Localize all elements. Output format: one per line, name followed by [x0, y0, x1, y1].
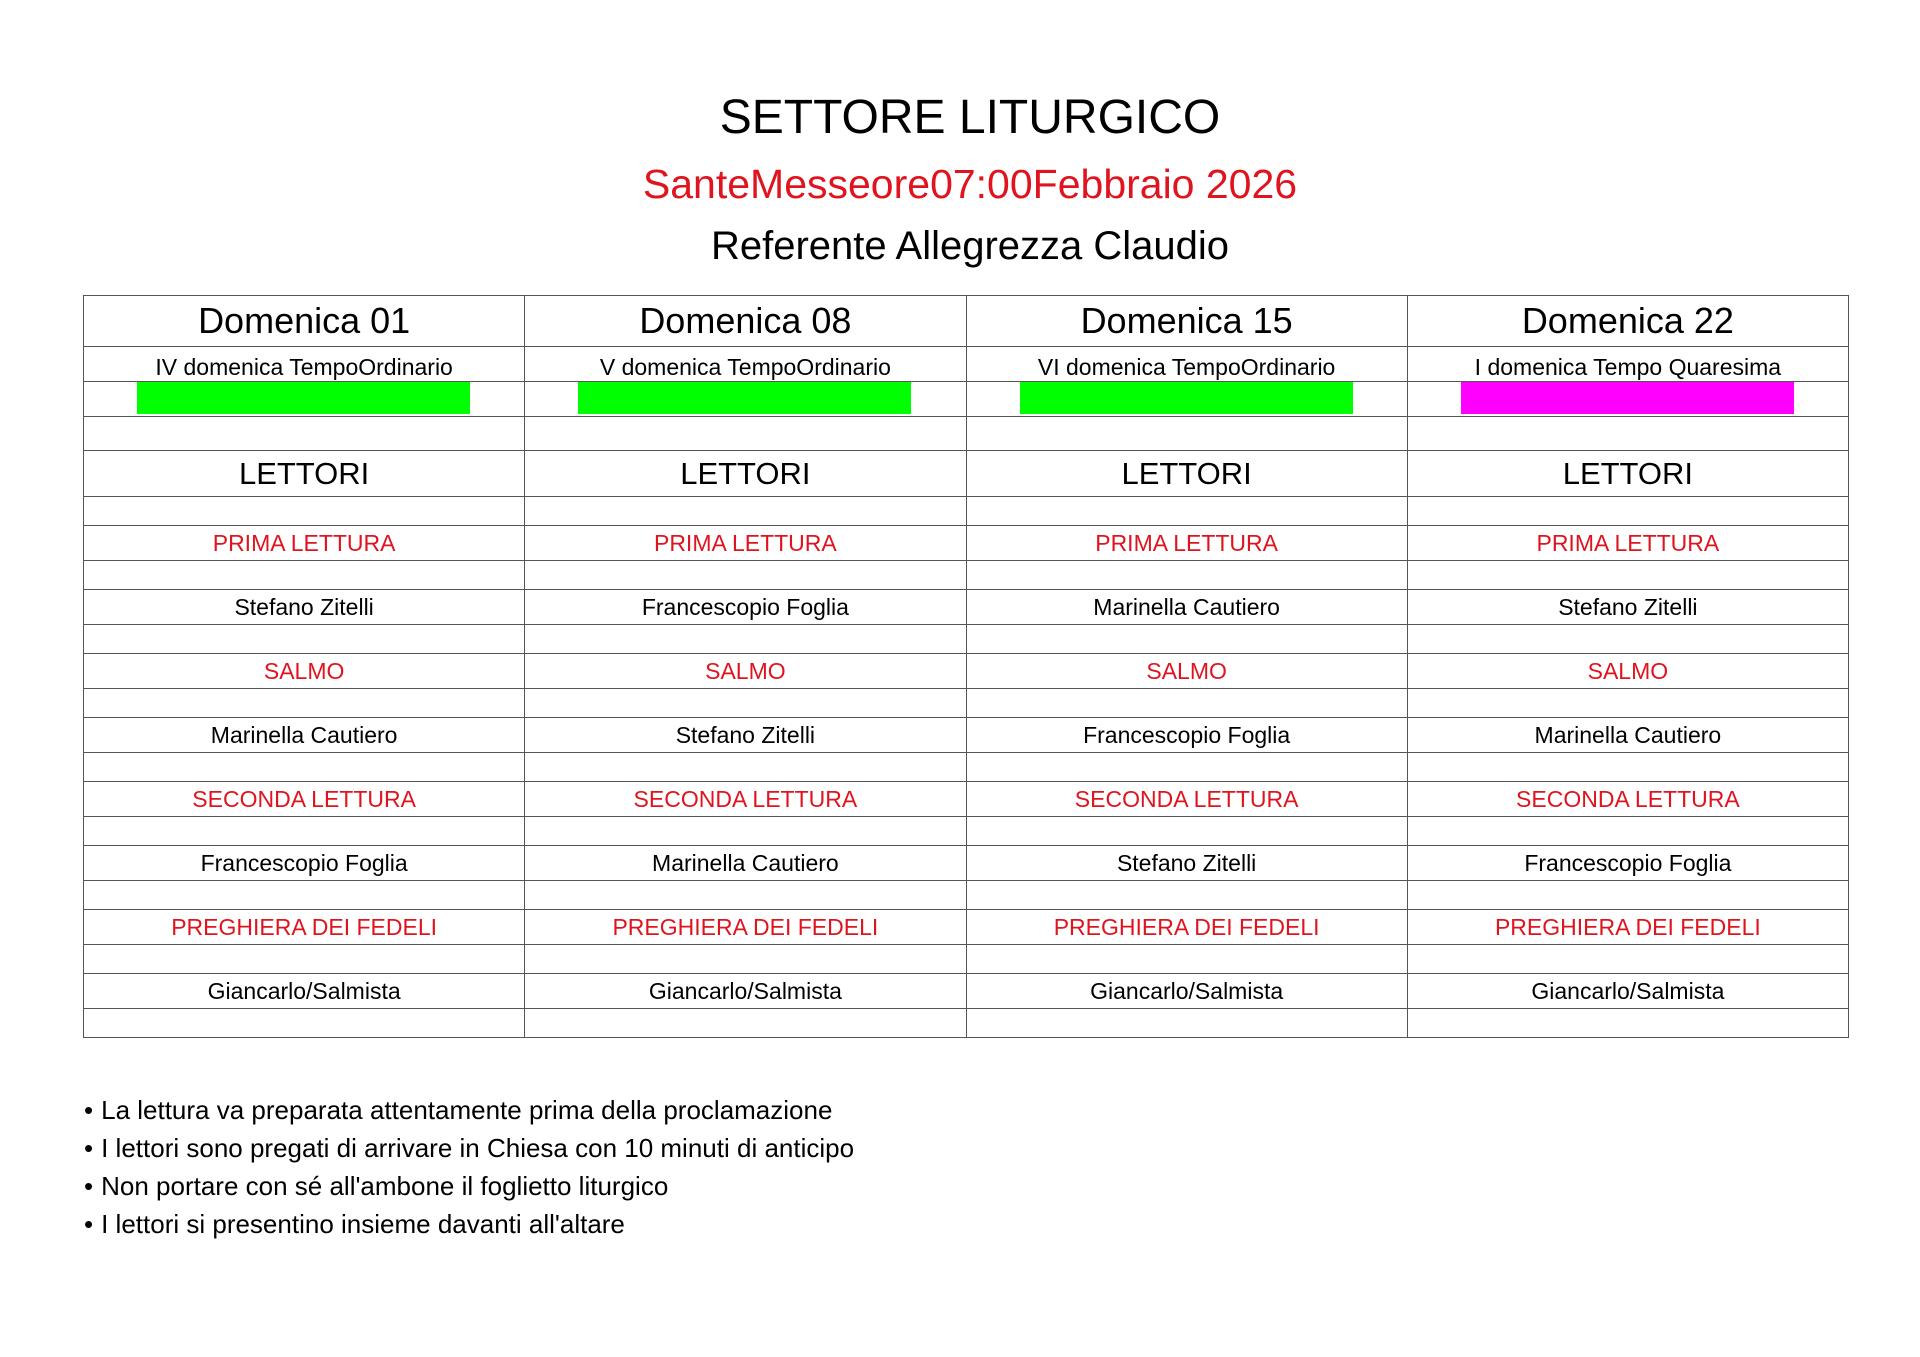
- role-label: SECONDA LETTURA: [966, 782, 1407, 817]
- name-row-preghiera: [84, 974, 1849, 1009]
- role-label: PRIMA LETTURA: [1407, 526, 1848, 561]
- section-label: LETTORI: [966, 451, 1407, 497]
- role-label: SALMO: [525, 654, 966, 689]
- blank-row: [84, 689, 1849, 718]
- role-label: PREGHIERA DEI FEDELI: [84, 910, 525, 945]
- liturgical-color-bar: [578, 382, 911, 414]
- reader-name: Marinella Cautiero: [525, 846, 966, 881]
- reader-name: Stefano Zitelli: [525, 718, 966, 753]
- day-header: Domenica 08: [525, 296, 966, 347]
- role-label: PRIMA LETTURA: [84, 526, 525, 561]
- role-label: SECONDA LETTURA: [525, 782, 966, 817]
- day-header: Domenica 01: [84, 296, 525, 347]
- liturgical-color-bar: [1461, 382, 1794, 414]
- reader-name: Francescopio Foglia: [84, 846, 525, 881]
- reader-name: Stefano Zitelli: [84, 590, 525, 625]
- description-row: [84, 347, 1849, 382]
- role-label: PREGHIERA DEI FEDELI: [525, 910, 966, 945]
- liturgical-color-bar: [1020, 382, 1353, 414]
- reader-name: Marinella Cautiero: [1407, 718, 1848, 753]
- name-row-prima: [84, 590, 1849, 625]
- blank-row: [84, 497, 1849, 526]
- day-header: Domenica 22: [1407, 296, 1848, 347]
- role-label: SECONDA LETTURA: [1407, 782, 1848, 817]
- reader-name: Giancarlo/Salmista: [1407, 974, 1848, 1009]
- liturgical-color-row: [84, 382, 1849, 417]
- section-label: LETTORI: [525, 451, 966, 497]
- schedule-subtitle: SanteMesseore07:00Febbraio 2026: [642, 161, 1298, 207]
- reader-name: Francescopio Foglia: [525, 590, 966, 625]
- section-row: [84, 451, 1849, 497]
- reader-name: Francescopio Foglia: [966, 718, 1407, 753]
- note-item: • La lettura va preparata attentamente prima della proclamazione: [84, 1091, 854, 1129]
- blank-row: [84, 945, 1849, 974]
- section-label: LETTORI: [84, 451, 525, 497]
- role-label: SALMO: [1407, 654, 1848, 689]
- sunday-description: IV domenica TempoOrdinario: [84, 347, 525, 382]
- sunday-description: V domenica TempoOrdinario: [525, 347, 966, 382]
- name-row-salmo: [84, 718, 1849, 753]
- schedule-table: [83, 295, 1849, 1038]
- sunday-description: VI domenica TempoOrdinario: [966, 347, 1407, 382]
- role-label: SALMO: [84, 654, 525, 689]
- reader-name: Giancarlo/Salmista: [84, 974, 525, 1009]
- role-row-seconda: [84, 782, 1849, 817]
- blank-row: [84, 1009, 1849, 1038]
- reader-name: Francescopio Foglia: [1407, 846, 1848, 881]
- liturgical-color-bar: [137, 382, 470, 414]
- blank-row: [84, 417, 1849, 451]
- blank-row: [84, 625, 1849, 654]
- blank-row: [84, 561, 1849, 590]
- reader-name: Marinella Cautiero: [84, 718, 525, 753]
- day-header-row: [84, 296, 1849, 347]
- role-row-preghiera: [84, 910, 1849, 945]
- name-row-seconda: [84, 846, 1849, 881]
- reader-name: Giancarlo/Salmista: [966, 974, 1407, 1009]
- reader-name: Marinella Cautiero: [966, 590, 1407, 625]
- note-item: • I lettori sono pregati di arrivare in Chiesa con 10 minuti di anticipo: [84, 1129, 854, 1167]
- blank-row: [84, 817, 1849, 846]
- role-label: PRIMA LETTURA: [966, 526, 1407, 561]
- day-header: Domenica 15: [966, 296, 1407, 347]
- notes-list: [84, 1091, 854, 1243]
- role-label: PRIMA LETTURA: [525, 526, 966, 561]
- role-label: PREGHIERA DEI FEDELI: [966, 910, 1407, 945]
- sunday-description: I domenica Tempo Quaresima: [1407, 347, 1848, 382]
- role-label: PREGHIERA DEI FEDELI: [1407, 910, 1848, 945]
- reader-name: Stefano Zitelli: [1407, 590, 1848, 625]
- note-item: • Non portare con sé all'ambone il foglietto liturgico: [84, 1167, 854, 1205]
- page-title: SETTORE LITURGICO: [719, 91, 1221, 144]
- role-label: SALMO: [966, 654, 1407, 689]
- reader-name: Stefano Zitelli: [966, 846, 1407, 881]
- blank-row: [84, 881, 1849, 910]
- role-row-salmo: [84, 654, 1849, 689]
- section-label: LETTORI: [1407, 451, 1848, 497]
- role-label: SECONDA LETTURA: [84, 782, 525, 817]
- referent-line: Referente Allegrezza Claudio: [710, 224, 1230, 268]
- blank-row: [84, 753, 1849, 782]
- reader-name: Giancarlo/Salmista: [525, 974, 966, 1009]
- role-row-prima: [84, 526, 1849, 561]
- note-item: • I lettori si presentino insieme davanti all'altare: [84, 1205, 854, 1243]
